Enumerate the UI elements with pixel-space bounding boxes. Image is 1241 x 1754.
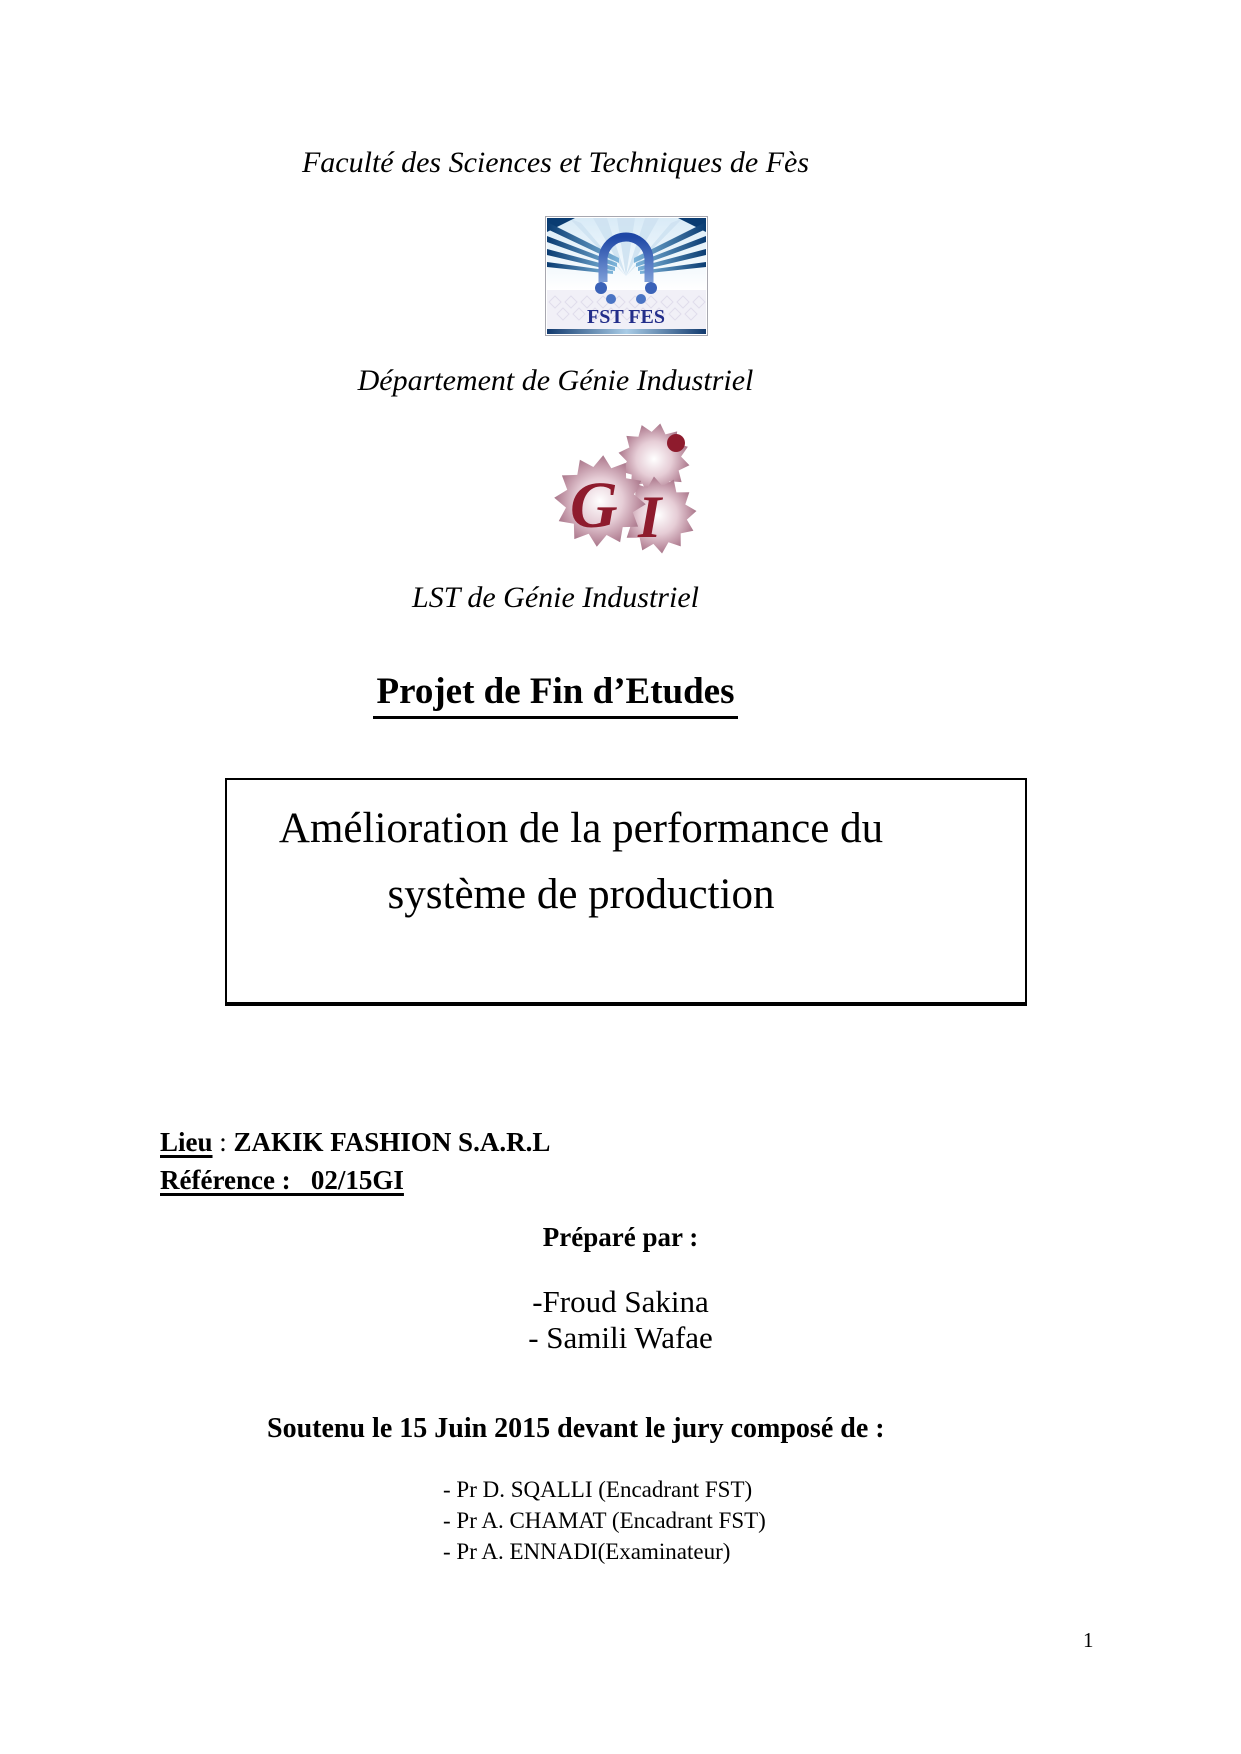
fst-logo-curl <box>645 282 657 294</box>
gi-letter-g: G <box>570 469 618 542</box>
reference-line <box>133 1134 404 1227</box>
prepared-by-label: Préparé par : <box>542 1222 699 1252</box>
faculty-title: Faculté des Sciences et Techniques de Fès <box>301 146 810 179</box>
doc-type-heading <box>0 670 1111 719</box>
fst-logo-curl <box>636 294 646 304</box>
project-title-box <box>225 778 1027 1006</box>
gi-logo <box>550 421 700 555</box>
fst-logo-curl <box>595 282 607 294</box>
page-number: 1 <box>1083 1628 1094 1652</box>
defense-line: Soutenu le 15 Juin 2015 devant le jury composé de : <box>267 1413 885 1444</box>
location-label: Lieu <box>160 1127 213 1157</box>
jury-member: - Pr A. ENNADI(Examinateur) <box>443 1539 731 1564</box>
department-title: Département de Génie Industriel <box>357 364 754 397</box>
jury-member: - Pr A. CHAMAT (Encadrant FST) <box>443 1508 766 1533</box>
project-title-line2: système de production <box>387 871 775 918</box>
program-title: LST de Génie Industriel <box>412 581 699 614</box>
doc-type-heading-text: Projet de Fin d’Etudes <box>373 670 737 719</box>
location-separator: : <box>212 1127 234 1157</box>
project-title-line1: Amélioration de la performance du <box>278 805 884 852</box>
fst-logo-text: FST FES <box>587 306 665 328</box>
location-value: ZAKIK FASHION S.A.R.L <box>233 1127 551 1157</box>
jury-member: - Pr D. SQALLI (Encadrant FST) <box>443 1477 753 1502</box>
gi-letter-i-dot <box>667 434 685 452</box>
author-name: -Froud Sakina <box>532 1284 709 1319</box>
reference-text: Référence : 02/15GI <box>160 1165 404 1195</box>
gi-letter-i: I <box>638 484 662 550</box>
author-name: - Samili Wafae <box>528 1320 713 1355</box>
fst-logo-curl <box>606 294 616 304</box>
fst-logo-bottom-bar <box>547 329 706 334</box>
fst-fes-logo <box>545 216 708 336</box>
